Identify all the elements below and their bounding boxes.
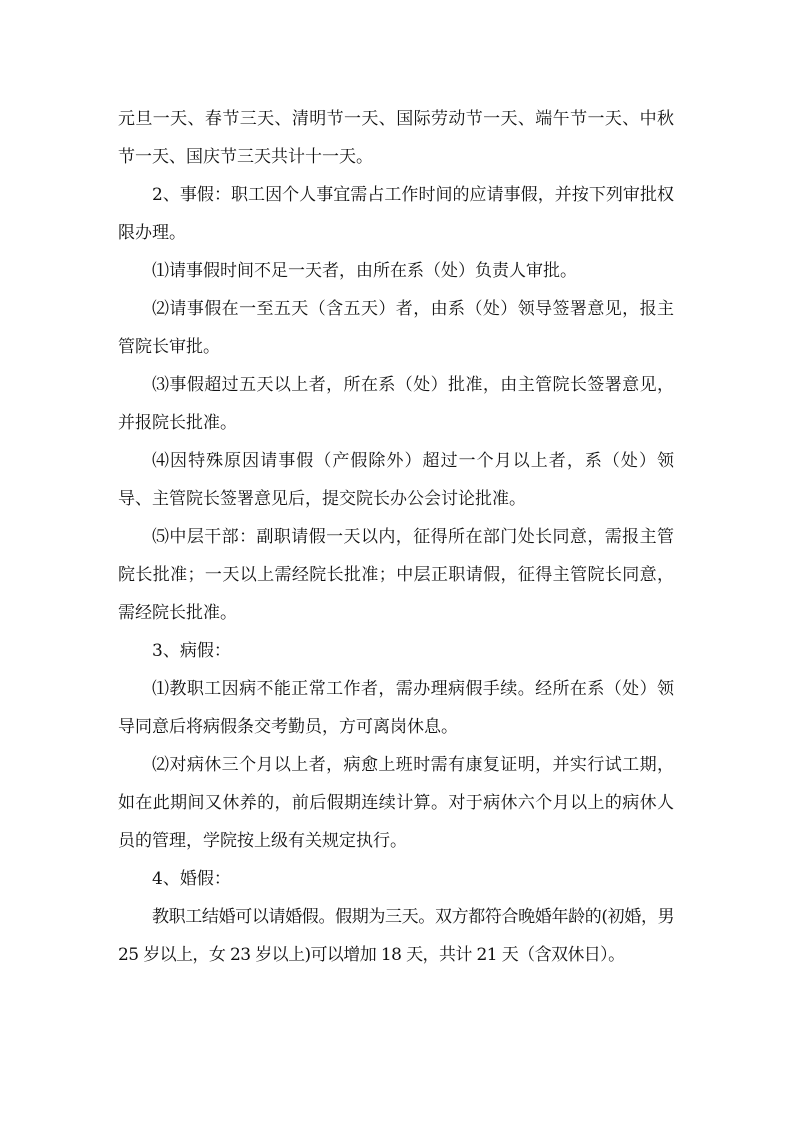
marriage-leave-rule: 教职工结婚可以请婚假。假期为三天。双方都符合晚婚年龄的(初婚，男 25 岁以上，女 23 岁以上)可以增加 18 天，共计 21 天（含双休日）。 xyxy=(118,907,674,965)
personal-leave-rule-4: ⑷因特殊原因请事假（产假除外）超过一个月以上者，系（处）领导、主管院长签署意见后，提交院长办公会讨论批准。 xyxy=(118,451,674,509)
document-body xyxy=(118,100,674,974)
sick-leave-rule-2: ⑵对病休三个月以上者，病愈上班时需有康复证明，并实行试工期，如在此期间又休养的，前后假期连续计算。对于病休六个月以上的病休人员的管理，学院按上级有关规定执行。 xyxy=(118,755,674,851)
personal-leave-rule-2: ⑵请事假在一至五天（含五天）者，由系（处）领导签署意见，报主管院长审批。 xyxy=(118,299,674,357)
sick-leave-heading: 3、病假： xyxy=(152,641,231,661)
personal-leave-heading-paragraph: 2、事假：职工因个人事宜需占工作时间的应请事假，并按下列审批权限办理。 xyxy=(118,185,674,243)
personal-leave-rule-5: ⑸中层干部：副职请假一天以内，征得所在部门处长同意，需报主管院长批准；一天以上需经院长批准；中层正职请假，征得主管院长同意，需经院长批准。 xyxy=(118,527,674,623)
marriage-leave-heading: 4、婚假： xyxy=(152,869,231,889)
personal-leave-rule-1: ⑴请事假时间不足一天者，由所在系（处）负责人审批。 xyxy=(152,261,577,281)
holiday-list-paragraph: 元旦一天、春节三天、清明节一天、国际劳动节一天、端午节一天、中秋节一天、国庆节三天共计十一天。 xyxy=(118,109,674,167)
personal-leave-rule-3: ⑶事假超过五天以上者，所在系（处）批准，由主管院长签署意见，并报院长批准。 xyxy=(118,375,674,433)
sick-leave-rule-1: ⑴教职工因病不能正常工作者，需办理病假手续。经所在系（处）领导同意后将病假条交考勤员，方可离岗休息。 xyxy=(118,679,674,737)
